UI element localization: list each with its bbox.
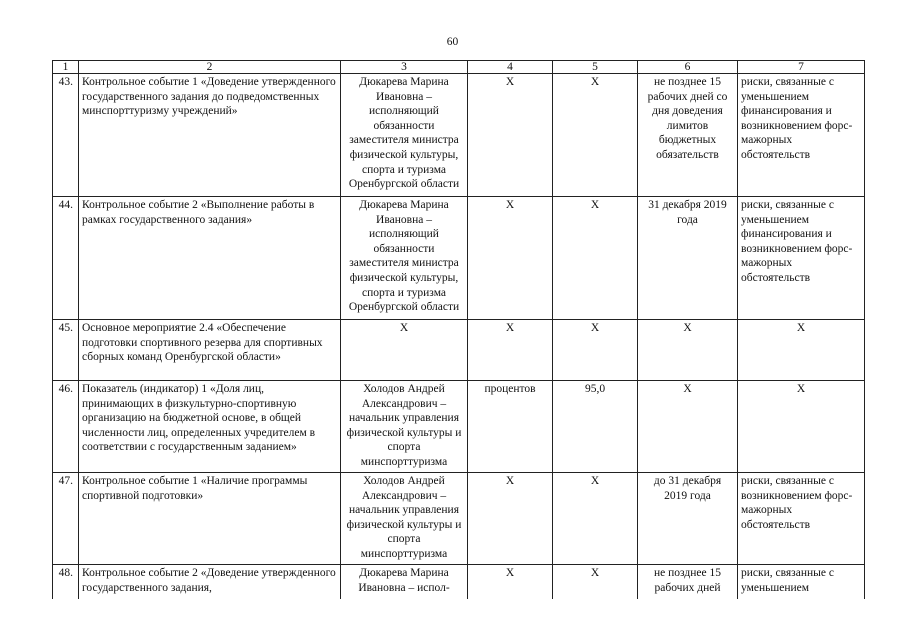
page-number: 60 <box>446 36 459 48</box>
unit-cell: Х <box>468 197 553 320</box>
deadline-cell: до 31 декабря 2019 года <box>638 473 738 565</box>
table-row <box>53 565 865 599</box>
unit-cell: Х <box>468 565 553 599</box>
header-cell: 6 <box>638 61 738 74</box>
header-cell: 2 <box>79 61 341 74</box>
responsible-cell: Дюкарева Марина Ивановна – испол- <box>341 565 468 599</box>
header-cell: 4 <box>468 61 553 74</box>
row-number: 48. <box>53 565 79 599</box>
unit-cell: Х <box>468 320 553 381</box>
table-row <box>53 473 865 565</box>
row-number: 47. <box>53 473 79 565</box>
responsible-cell: Дюкарева Марина Ивановна – исполняющий обязанности заместителя министра физической культуры, спорта и туризма Оренбургской области <box>341 74 468 197</box>
value-cell: Х <box>553 197 638 320</box>
event-cell: Контрольное событие 2 «Доведение утвержденного государственного задания, <box>79 565 341 599</box>
value-cell: Х <box>553 473 638 565</box>
risks-cell: риски, связанные с уменьшением финансирования и возникновением форс-мажорных обстоятельств <box>738 197 865 320</box>
table-row <box>53 197 865 320</box>
event-cell: Контрольное событие 2 «Выполнение работы в рамках государственного задания» <box>79 197 341 320</box>
responsible-cell: Холодов Андрей Александрович – начальник управления физической культуры и спорта минспорттуризма <box>341 473 468 565</box>
responsible-cell: Дюкарева Марина Ивановна – исполняющий обязанности заместителя министра физической культуры, спорта и туризма Оренбургской области <box>341 197 468 320</box>
value-cell: Х <box>553 74 638 197</box>
value-cell: 95,0 <box>553 381 638 473</box>
unit-cell: процентов <box>468 381 553 473</box>
unit-cell: Х <box>468 74 553 197</box>
event-cell: Основное мероприятие 2.4 «Обеспечение подготовки спортивного резерва для спортивных сборных команд Оренбургской области» <box>79 320 341 381</box>
deadline-cell: Х <box>638 320 738 381</box>
value-cell: Х <box>553 320 638 381</box>
table-row <box>53 381 865 473</box>
unit-cell: Х <box>468 473 553 565</box>
header-cell: 1 <box>53 61 79 74</box>
header-cell: 3 <box>341 61 468 74</box>
risks-cell: риски, связанные с уменьшением финансирования и возникновением форс-мажорных обстоятельств <box>738 74 865 197</box>
responsible-cell: Х <box>341 320 468 381</box>
event-cell: Контрольное событие 1 «Наличие программы спортивной подготовки» <box>79 473 341 565</box>
deadline-cell: Х <box>638 381 738 473</box>
row-number: 45. <box>53 320 79 381</box>
deadline-cell: 31 декабря 2019 года <box>638 197 738 320</box>
table-row <box>53 320 865 381</box>
deadline-cell: не позднее 15 рабочих дней со дня доведения лимитов бюджетных обязательств <box>638 74 738 197</box>
table-row <box>53 74 865 197</box>
row-number: 43. <box>53 74 79 197</box>
responsible-cell: Холодов Андрей Александрович – начальник управления физической культуры и спорта минспорттуризма <box>341 381 468 473</box>
header-cell: 5 <box>553 61 638 74</box>
risks-cell: Х <box>738 381 865 473</box>
event-cell: Контрольное событие 1 «Доведение утвержденного государственного задания до подведомственных минспорттуризму учреждений» <box>79 74 341 197</box>
event-cell: Показатель (индикатор) 1 «Доля лиц, принимающих в физкультурно-спортивную организацию на бюджетной основе, в общей численности лиц, определенных учредителем в соответствии с государственным заданием» <box>79 381 341 473</box>
risks-cell: Х <box>738 320 865 381</box>
deadline-cell: не позднее 15 рабочих дней <box>638 565 738 599</box>
risks-cell: риски, связанные с возникновением форс-мажорных обстоятельств <box>738 473 865 565</box>
row-number: 44. <box>53 197 79 320</box>
row-number: 46. <box>53 381 79 473</box>
header-row <box>53 61 865 74</box>
header-cell: 7 <box>738 61 865 74</box>
plan-table <box>52 60 865 599</box>
value-cell: Х <box>553 565 638 599</box>
risks-cell: риски, связанные с уменьшением <box>738 565 865 599</box>
